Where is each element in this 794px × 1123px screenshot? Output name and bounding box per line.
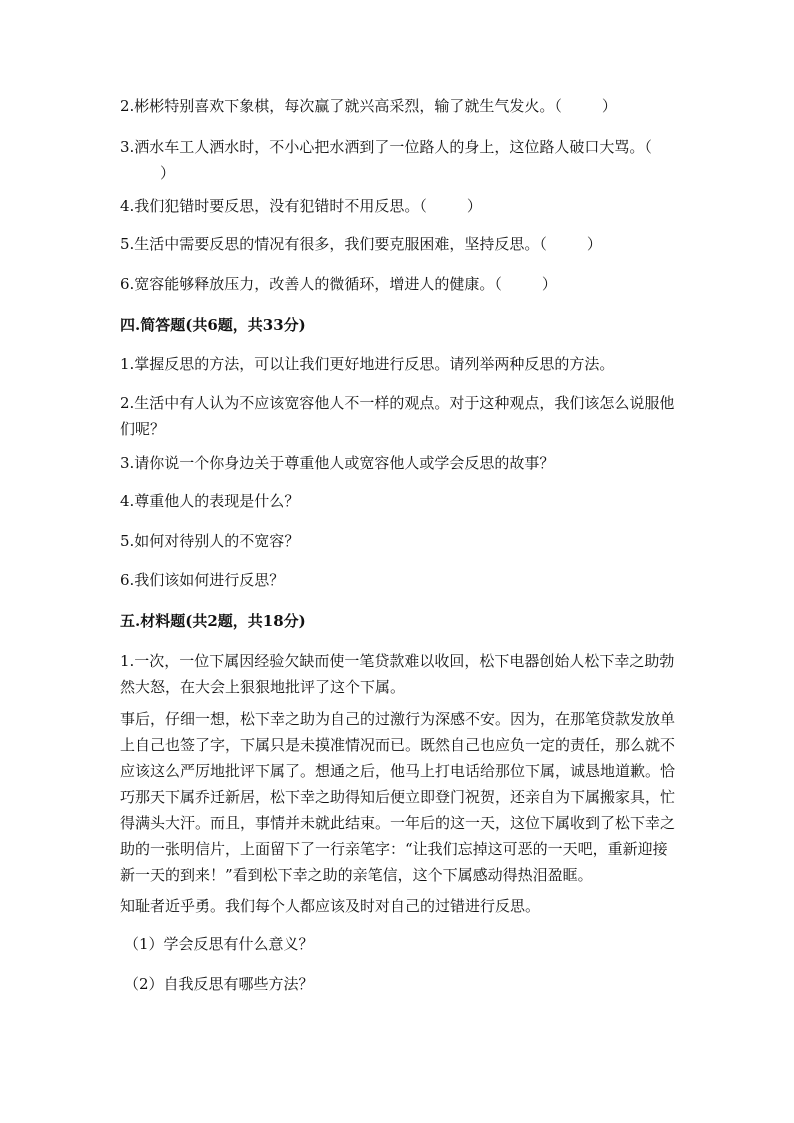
short-answer-item-3: 3.请你说一个你身边关于尊重他人或宽容他人或学会反思的故事？: [120, 454, 555, 472]
short-answer-item-5: 5.如何对待别人的不宽容？: [120, 532, 300, 550]
material-paragraph-1: 1.一次，一位下属因经验欠缺而使一笔贷款难以收回，松下电器创始人松下幸之助勃然大怒，在大会上狠狠地批评了这个下属。: [120, 652, 675, 696]
material-paragraph-2: 事后，仔细一想，松下幸之助为自己的过激行为深感不安。因为，在那笔贷款发放单上自己也签了字，下属只是未摸准情况而已。既然自己也应负一定的责任，那么就不应该这么严厉地批评下属了。想通之后，他马上打电话给那位下属，诚恳地道歉。恰巧那天下属乔迁新居，松下幸之助得知后便立即登门祝贺，还亲自为下属搬家具，忙得满头大汗。而且，事情并未就此结束。一年后的这一天，这位下属收到了松下幸之助的一张明信片，上面留下了一行亲笔字：“让我们忘掉这可恶的一天吧，重新迎接新一天的到来！”看到松下幸之助的亲笔信，这个下属感动得热泪盈眶。: [120, 710, 676, 884]
material-question-1: （1）学会反思有什么意义？: [124, 935, 314, 953]
short-answer-item-4: 4.尊重他人的表现是什么？: [120, 492, 300, 510]
judgment-item-2: 2.彬彬特别喜欢下象棋，每次赢了就兴高采烈，输了就生气发火。（ ）: [120, 97, 617, 115]
section-heading-material: 五.材料题(共2题，共18分): [120, 612, 306, 630]
judgment-item-5: 5.生活中需要反思的情况有很多，我们要克服困难，坚持反思。（ ）: [120, 235, 602, 253]
section-heading-short-answer: 四.简答题(共6题，共33分): [120, 316, 306, 334]
judgment-item-3: 3.洒水车工人洒水时，不小心把水洒到了一位路人的身上，这位路人破口大骂。（）: [120, 138, 652, 182]
material-question-2: （2）自我反思有哪些方法？: [124, 975, 314, 993]
judgment-item-4: 4.我们犯错时要反思，没有犯错时不用反思。（ ）: [120, 197, 482, 215]
judgment-item-6: 6.宽容能够释放压力，改善人的微循环，增进人的健康。（ ）: [120, 275, 557, 293]
short-answer-item-2: 2.生活中有人认为不应该宽容他人不一样的观点。对于这种观点，我们该怎么说服他们呢？: [120, 394, 675, 438]
material-paragraph-3: 知耻者近乎勇。我们每个人都应该及时对自己的过错进行反思。: [120, 897, 541, 915]
short-answer-item-6: 6.我们该如何进行反思？: [120, 571, 285, 589]
short-answer-item-1: 1.掌握反思的方法，可以让我们更好地进行反思。请列举两种反思的方法。: [120, 355, 615, 373]
